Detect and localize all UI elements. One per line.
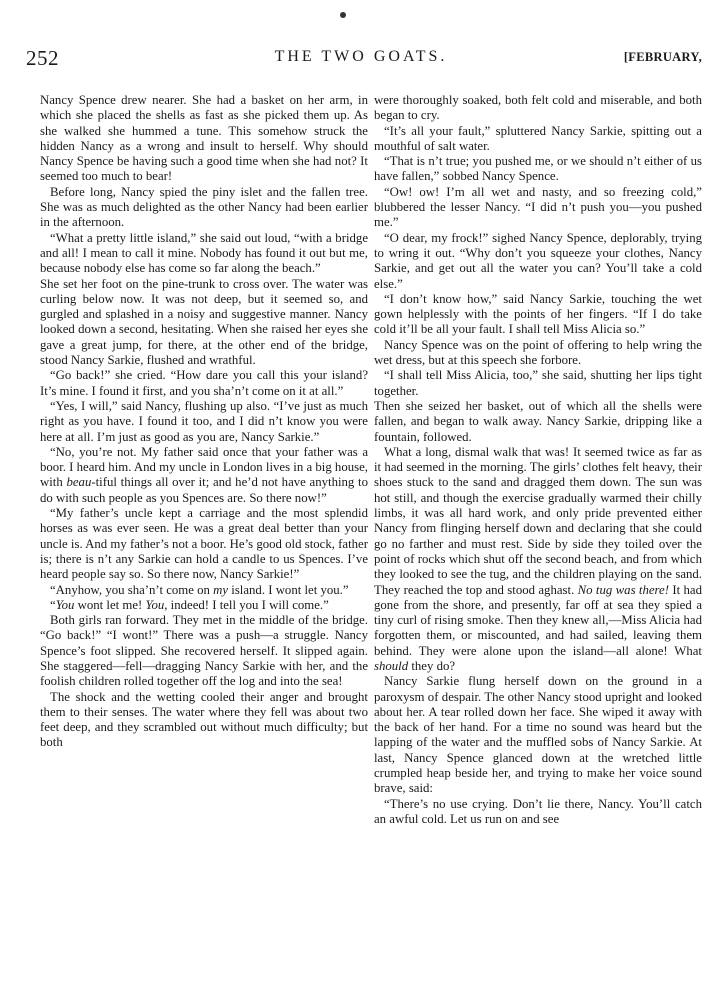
paragraph: Then she seized her basket, out of which all the shells were fallen, and began to walk away. Nancy Sarkie, dripping like a fountain, followed. [374, 398, 702, 444]
emphasis: should [374, 658, 409, 673]
paragraph: “I shall tell Miss Alicia, too,” she said, shutting her lips tight together. [374, 368, 702, 398]
paragraph: “That is n’t true; you pushed me, or we should n’t either of us have fallen,” sobbed Nancy Spence. [374, 154, 702, 184]
paragraph: Both girls ran forward. They met in the middle of the bridge. “Go back!” “I wont!” There was a push—a struggle. Nancy Spence’s foot slipped. She recovered herself. It slipped again. She staggered—fell—dragging Nancy Sarkie with her, and the foolish children rolled together off the log and into the sea! [40, 613, 368, 689]
paragraph: “Go back!” she cried. “How dare you call this your island? It’s mine. I found it first, and you sha’n’t come on it at all.” [40, 368, 368, 398]
paragraph: “Yes, I will,” said Nancy, flushing up also. “I’ve just as much right as you have. I found it too, and I did n’t know you were here at all. I’m just as good as you are, Nancy Sarkie.” [40, 398, 368, 444]
paragraph: The shock and the wetting cooled their anger and brought them to their senses. The water where they fell was about two feet deep, and they scrambled out without much difficulty; but both [40, 689, 368, 750]
paragraph: “There’s no use crying. Don’t lie there, Nancy. You’ll catch an awful cold. Let us run on and see [374, 796, 702, 826]
paragraph: “Ow! ow! I’m all wet and nasty, and so freezing cold,” blubbered the lesser Nancy. “I did n’t push you—you pushed me.” [374, 184, 702, 230]
running-header [20, 46, 702, 70]
text-run: “ [50, 597, 56, 612]
paragraph: “I don’t know how,” said Nancy Sarkie, touching the wet gown helplessly with the points of her fingers. “If I do take cold it’ll be all your fault. I shall tell Miss Alicia so.” [374, 291, 702, 337]
paragraph: “It’s all your fault,” spluttered Nancy Sarkie, spitting out a mouthful of salt water. [374, 123, 702, 153]
paragraph [40, 583, 368, 598]
emphasis: You [55, 597, 75, 612]
paragraph: “What a pretty little island,” she said out loud, “with a bridge and all! I mean to call it mine. Nobody has found it out but me, because nobody else has come so far along the beach.” [40, 230, 368, 276]
text-run: -tiful things all over it; and he’d not have anything to do with such people as you Spences are. So there now!” [40, 475, 368, 505]
running-title: THE TWO GOATS. [274, 48, 448, 65]
page-number: 252 [26, 46, 59, 70]
paragraph: “My father’s uncle kept a carriage and the most splendid horses as was ever seen. He was a great deal better than your uncle is. And my father’s not a boor. He’s good old stock, father is; there is n’t any Sarkie can hold a candle to us Spences. I’ve heard people say so. So there now, Nancy Sarkie!” [40, 506, 368, 582]
paragraph: were thoroughly soaked, both felt cold and miserable, and both began to cry. [374, 93, 702, 123]
right-column [374, 93, 702, 827]
paragraph [374, 445, 702, 674]
emphasis: No tug was there! [577, 582, 669, 597]
paragraph: Nancy Spence drew nearer. She had a basket on her arm, in which she placed the shells as fast as she picked them up. As she walked she hummed a tune. This somehow struck the hidden Nancy as a wrong and insult to herself. Why should Nancy Spence be having such a good time when she had not? It seemed too much to bear! [40, 93, 368, 184]
text-run: island. I wont let you.” [228, 582, 349, 597]
paragraph: She set her foot on the pine-trunk to cross over. The water was curling below now. It was not deep, but it seemed so, and gurgled and splashed in a noisy and suggestive manner. Nancy looked down a second, hesitating. When she raised her eyes she gave a great jump, for there, at the other end of the bridge, stood Nancy Sarkie, flushed and wrathful. [40, 276, 368, 368]
paragraph [40, 598, 368, 613]
paragraph: Before long, Nancy spied the piny islet and the fallen tree. She was as much delighted as the other Nancy had been earlier in the afternoon. [40, 184, 368, 230]
text-run: What a long, dismal walk that was! It seemed twice as far as it had seemed in the morning. The girls’ clothes felt heavy, their shoes stuck to the sand and dragged them down. The sun was hot still, and though the exercise gradually warmed their chilly limbs, it was all hard work, and only pride prevented either Nancy from flinging herself down and declaring that she could go no farther and must rest. Side by side they toiled over the point of rocks which shut off the second beach, and from which they looked to see the tug, and the children playing on the sand. They reached the top and stood aghast. [374, 444, 702, 597]
emphasis: my [213, 582, 229, 597]
text-run: It had gone from the shore, and presently, far off at sea they spied a tiny curl of rising smoke. Then they knew all,—Miss Alicia had forgotten them, or miscounted, and had sailed, leaving them behind. They were alone upon the island—all alone! What [374, 582, 702, 658]
text-run: wont let me! [74, 597, 146, 612]
emphasis: beau [66, 475, 92, 490]
running-month: [FEBRUARY, [623, 50, 702, 64]
paragraph: Nancy Sarkie flung herself down on the ground in a paroxysm of despair. The other Nancy stood upright and looked about her. A tear rolled down her face. She wiped it away with the back of her hand. For a time no sound was heard but the lapping of the water and the muffled sobs of Nancy Sarkie. At last, Nancy Spence glanced down at the wretched little crumpled heap beside her, and trying to make her voice sound brave, said: [374, 674, 702, 796]
paragraph [40, 445, 368, 506]
emphasis: You [145, 597, 165, 612]
text-run: they do? [408, 658, 456, 673]
text-run: “Anyhow, you sha’n’t come on [50, 582, 214, 597]
text-run: “No, you’re not. My father said once that your father was a boor. I heard him. And my uncle in London lives in a big house, with [40, 444, 368, 490]
paragraph: Nancy Spence was on the point of offering to help wring the wet dress, but at this speech she forbore. [374, 337, 702, 368]
text-run: , indeed! I tell you I will come.” [164, 597, 329, 612]
left-column [40, 93, 368, 751]
paragraph: “O dear, my frock!” sighed Nancy Spence, deplorably, trying to wring it out. “Why don’t you squeeze your clothes, Nancy Sarkie, and get out all the water you can? You’ll take a cold else.” [374, 230, 702, 291]
ink-dot [340, 12, 346, 18]
